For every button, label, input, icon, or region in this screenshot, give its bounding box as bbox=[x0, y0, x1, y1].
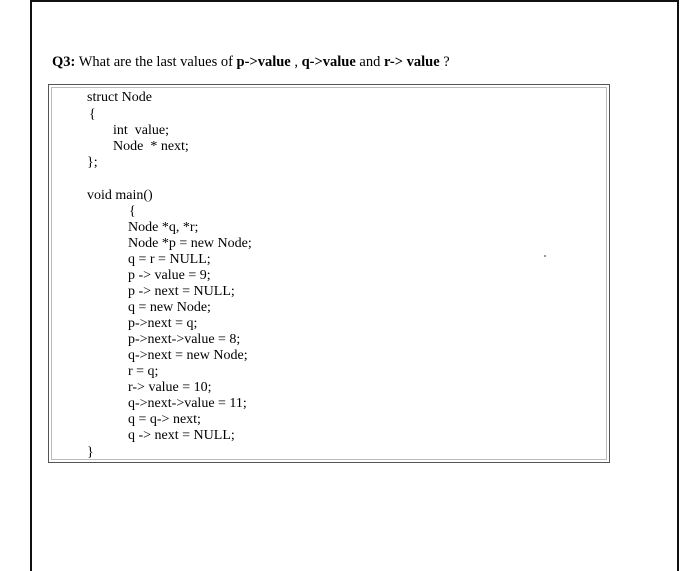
code-line-field-value: int value; bbox=[113, 123, 169, 138]
question-and: and bbox=[355, 54, 384, 70]
question-number: Q3: bbox=[52, 54, 76, 70]
question-p-value: p->value bbox=[236, 54, 291, 70]
code-line-main-14: q -> next = NULL; bbox=[128, 428, 235, 443]
question-q-value: q->value bbox=[301, 54, 356, 70]
code-line-main-close: } bbox=[87, 445, 94, 460]
question-r-value: r-> value bbox=[383, 54, 440, 70]
code-line-main-7: p->next = q; bbox=[128, 316, 198, 331]
code-line-struct-close: }; bbox=[87, 155, 98, 170]
code-line-main-1: Node *q, *r; bbox=[128, 220, 199, 235]
question-mark: ? bbox=[439, 54, 450, 70]
code-line-main-3: q = r = NULL; bbox=[128, 252, 211, 267]
code-listing-box bbox=[48, 84, 610, 463]
question-intro: What are the last values of bbox=[75, 54, 237, 70]
code-line-main-9: q->next = new Node; bbox=[128, 348, 248, 363]
code-line-field-next: Node * next; bbox=[113, 139, 189, 154]
code-line-main-2: Node *p = new Node; bbox=[128, 236, 252, 251]
code-line-main-12: q->next->value = 11; bbox=[128, 396, 247, 411]
code-line-main-open: { bbox=[129, 204, 136, 219]
code-line-main-header: void main() bbox=[87, 188, 153, 203]
code-line-struct: struct Node bbox=[87, 90, 152, 105]
code-line-main-8: p->next->value = 8; bbox=[128, 332, 241, 347]
code-line-main-13: q = q-> next; bbox=[128, 412, 201, 427]
stray-mark bbox=[544, 255, 546, 257]
code-line-main-10: r = q; bbox=[128, 364, 159, 379]
code-line-main-5: p -> next = NULL; bbox=[128, 284, 235, 299]
code-line-main-6: q = new Node; bbox=[128, 300, 211, 315]
code-line-struct-open: { bbox=[89, 107, 96, 122]
question-text bbox=[52, 54, 450, 71]
code-line-main-4: p -> value = 9; bbox=[128, 268, 211, 283]
question-separator: , bbox=[290, 54, 302, 70]
code-line-main-11: r-> value = 10; bbox=[128, 380, 212, 395]
